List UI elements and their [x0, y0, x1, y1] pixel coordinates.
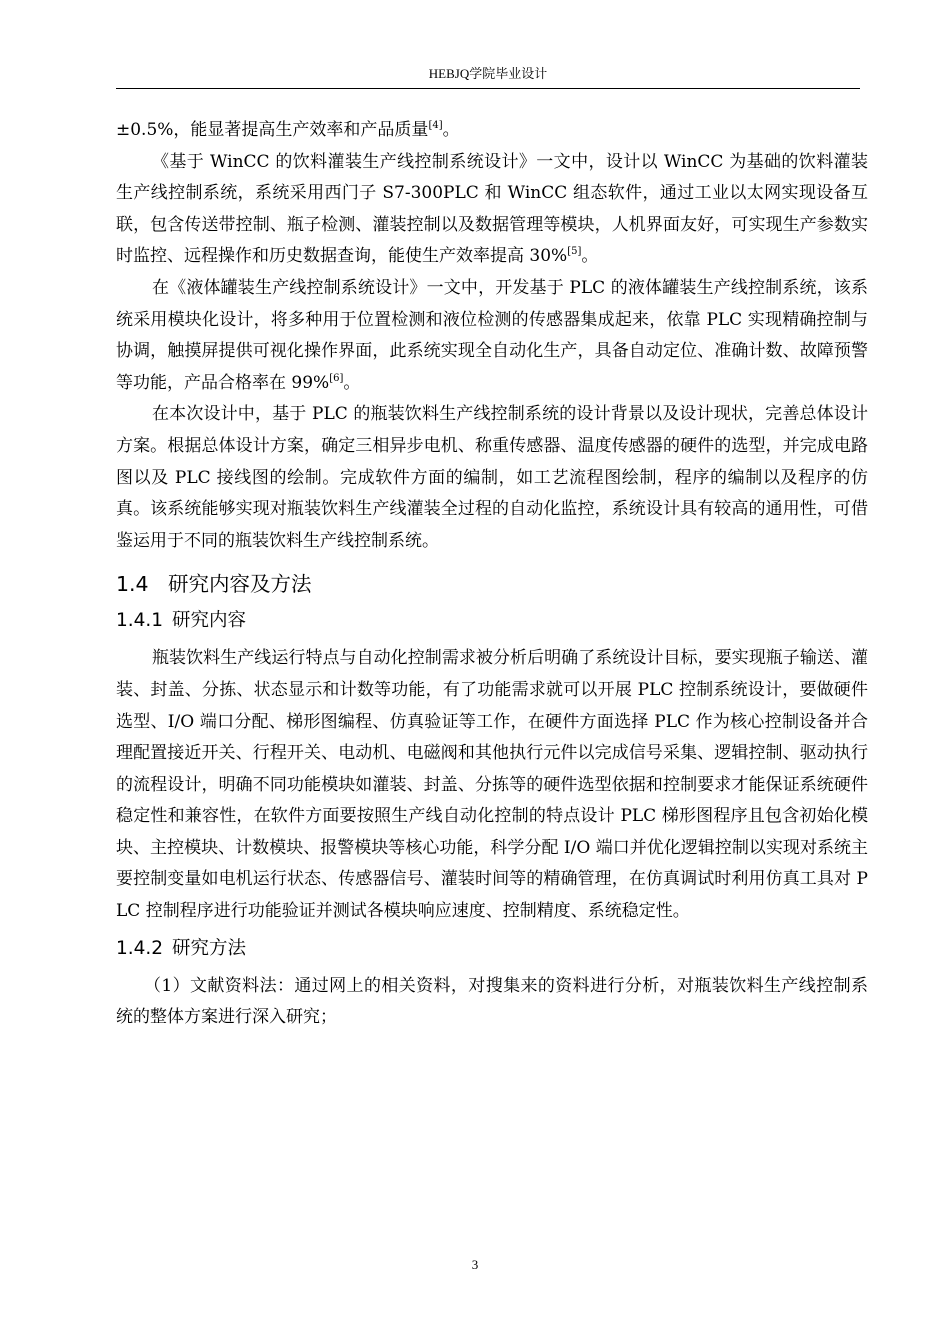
header-rule: [116, 88, 860, 89]
citation-ref[interactable]: [6]: [329, 372, 344, 384]
paragraph-continuation: ±0.5%，能显著提高生产效率和产品质量[4]。: [116, 120, 460, 140]
subsection-heading-1-4-1: [116, 608, 868, 634]
section-title: 研究内容及方法: [168, 572, 312, 597]
page-body: [116, 115, 868, 1034]
paragraph-liquid-filling: 在《液体罐装生产线控制系统设计》一文中，开发基于 PLC 的液体罐装生产线控制系统，该系统采用模块化设计，将多种用于位置检测和液位检测的传感器集成起来，依靠 PLC 实现精确控制与协调，触摸屏提供可视化操作界面，此系统实现全自动化生产，具备自动定位、准确计数、故障预警等功能，产品合格率在 99%[6]。: [116, 277, 868, 393]
citation-ref[interactable]: [5]: [567, 246, 582, 258]
paragraph-research-content: 瓶装饮料生产线运行特点与自动化控制需求被分析后明确了系统设计目标，要实现瓶子输送、灌装、封盖、分拣、状态显示和计数等功能，有了功能需求就可以开展 PLC 控制系统设计，要做硬件选型、I/O 端口分配、梯形图编程、仿真验证等工作，在硬件方面选择 PLC 作为核心控制设备并合理配置接近开关、行程开关、电动机、电磁阀和其他执行元件以完成信号采集、逻辑控制、驱动执行的流程设计，明确不同功能模块如灌装、封盖、分拣等的硬件选型依据和控制要求才能保证系统硬件稳定性和兼容性，在软件方面要按照生产线自动化控制的特点设计 PLC 梯形图程序且包含初始化模块、主控模块、计数模块、报警模块等核心功能，科学分配 I/O 端口并优化逻辑控制以实现对系统主要控制变量如电机运行状态、传感器信号、灌装时间等的精确管理，在仿真调试时利用仿真工具对 PLC 控制程序进行功能验证并测试各模块响应速度、控制精度、系统稳定性。: [116, 648, 868, 922]
subsection-number: 1.4.1: [116, 610, 164, 632]
subsection-heading-1-4-2: [116, 936, 868, 962]
paragraph-wincc: 《基于 WinCC 的饮料灌装生产线控制系统设计》一文中，设计以 WinCC 为基础的饮料灌装生产线控制系统，系统采用西门子 S7-300PLC 和 WinCC 组态软件，通过工业以太网实现设备互联，包含传送带控制、瓶子检测、灌装控制以及数据管理等模块，人机界面友好，可实现生产参数实时监控、远程操作和历史数据查询，能使生产效率提高 30%[5]。: [116, 151, 868, 267]
subsection-number: 1.4.2: [116, 937, 164, 959]
page-number: 3: [471, 1257, 479, 1272]
subsection-title: 研究方法: [172, 937, 247, 959]
subsection-title: 研究内容: [172, 610, 247, 632]
citation-ref[interactable]: [4]: [428, 120, 443, 131]
running-header: HEBJQ学院毕业设计: [428, 66, 548, 81]
section-number: 1.4: [116, 572, 149, 597]
paragraph-research-method-1: （1）文献资料法：通过网上的相关资料，对搜集来的资料进行分析，对瓶装饮料生产线控制系统的整体方案进行深入研究；: [116, 975, 868, 1028]
section-heading-1-4: [116, 571, 868, 598]
paragraph-this-design: 在本次设计中，基于 PLC 的瓶装饮料生产线控制系统的设计背景以及设计现状，完善总体设计方案。根据总体设计方案，确定三相异步电机、称重传感器、温度传感器的硬件的选型，并完成电路图以及 PLC 接线图的绘制。完成软件方面的编制，如工艺流程图绘制，程序的编制以及程序的仿真。该系统能够实现对瓶装饮料生产线灌装全过程的自动化监控，系统设计具有较高的通用性，可借鉴运用于不同的瓶装饮料生产线控制系统。: [116, 404, 868, 551]
